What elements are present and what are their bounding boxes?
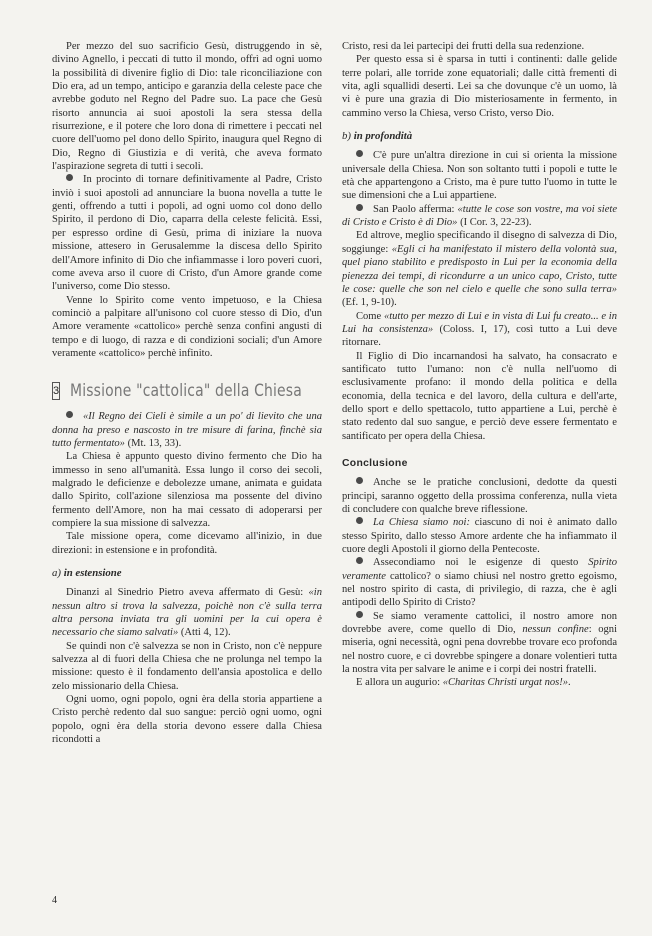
- bullet-icon: [66, 411, 73, 418]
- paragraph: Assecondiamo noi le esigenze di questo Spirito veramente cattolico? o siamo chiusi nel nostro gretto egoismo, nel nostro spirito di casta, di privilegio, di razza, che è agli antipodi dello Spirito di Cristo?: [342, 557, 617, 609]
- paragraph: Il Figlio di Dio incarnandosi ha salvato, ha consacrato e santificato tutto l'umano: non c'è nulla nell'uomo di esclusivamente profano: il mondo della politica e della economia, della tecnica e del lavoro, della cultura e dell'arte, dello sport e dello spettacolo, tutto appartiene a Lui, perchè è stato redento dal suo sangue, e perciò deve essere fermentato e santificato per opera della Chiesa.: [342, 350, 617, 442]
- section-number: 3: [52, 382, 60, 400]
- paragraph: Cristo, resi da lei partecipi dei frutti della sua redenzione.: [342, 41, 585, 52]
- paragraph: Come «tutto per mezzo di Lui e in vista di Lui fu creato... e in Lui ha consistenza» (Coloss. I, 17), così tutto a Lui deve ritornare.: [342, 310, 618, 349]
- paragraph: In procinto di tornare definitivamente al Padre, Cristo inviò i suoi apostoli ad annunciare la buona novella a tutte le genti, offrendo a tutti i popoli, ad ogni uomo col dono dello Spirito, il perdono di Dio, caparra della celeste felicità. Essi, per espresso ordine di Gesù, prima di iniziare la nuova missione, attesero in Gerusalemme la discesa dello Spirito dell'Amore infinito di Dio che infiammasse i loro poveri cuori, come aveva arso il cuore di Cristo, d'un Amore grande come l'universo, come Dio stesso.: [52, 174, 322, 293]
- paragraph: Tale missione opera, come dicevamo all'inizio, in due direzioni: in estensione e in profondità.: [52, 531, 322, 556]
- paragraph: E allora un augurio: «Charitas Christi urgat nos!».: [356, 677, 571, 689]
- paragraph: C'è pure un'altra direzione in cui si orienta la missione universale della Chiesa. Non son soltanto tutti i popoli e tutte le età che appartengono a Cristo, ma è pure tutto l'uomo in tutte le sue dimensioni che a Lui appartiene.: [342, 150, 617, 202]
- subheading-b: b) in profondità: [342, 130, 413, 143]
- paragraph: La Chiesa è appunto questo divino fermento che Dio ha immesso in seno all'umanità. Essa lungo il corso dei secoli, malgrado le deficienze e debolezze umane, animata e guidata dallo Spirito, coll'azione silenziosa ma possente del divino fermento dell'Amore, non ha mai cessato di adoperarsi per compiere la sua missione di salvezza.: [52, 451, 322, 529]
- scripture-quote: «Il Regno dei Cieli è simile a un po' di lievito che una donna ha preso e nascosto in tre misure di farina, finchè sia tutto fermentato» (Mt. 13, 33).: [52, 411, 322, 449]
- bullet-icon: [66, 174, 73, 181]
- bullet-icon: [356, 557, 363, 564]
- section-heading: [52, 382, 322, 400]
- paragraph: Venne lo Spirito come vento impetuoso, e la Chiesa cominciò a palpitare all'unisono col cuore stesso di Dio, d'un Amore veramente «cattolico» perchè senza confini angusti di tempo e di luogo, di razza e di condizioni sociali; d'un Amore veramente «cattolico» perchè infinito.: [52, 294, 322, 359]
- paragraph: Dinanzi al Sinedrio Pietro aveva affermato di Gesù: «in nessun altro si trova la salvezza, poichè non c'è sulla terra altra persona inviata tra gli uomini per la cui opera è necessario che siamo salvati» (Atti 4, 12).: [52, 587, 322, 639]
- paragraph: Ogni uomo, ogni popolo, ogni èra della storia appartiene a Cristo perchè redento dal suo sangue: perciò ogni uomo, ogni popolo, ogni èra della storia devono essere dalla Chiesa ricondotti a: [52, 694, 322, 746]
- paragraph: San Paolo afferma: «tutte le cose son vostre, ma voi siete di Cristo e Cristo è di Dio» (I Cor. 3, 22-23).: [342, 203, 617, 229]
- left-column: [52, 40, 322, 747]
- paragraph: Ed altrove, meglio specificando il disegno di salvezza di Dio, soggiunge: «Egli ci ha manifestato il mistero della volontà sua, quel piano stabilito e predisposto in Lui per la economia della pienezza dei tempi, di ricondurre a un unico capo, Cristo, tutte le cose: quelle che son nel cielo e quelle che sono sulla terra» (Ef. 1, 9-10).: [342, 230, 617, 309]
- bullet-icon: [356, 204, 363, 211]
- paragraph: La Chiesa siamo noi: ciascuno di noi è animato dallo stesso Spirito, dallo stesso Amore ardente che ha infiammato il cuore degli Apostoli il giorno della Pentecoste.: [342, 517, 617, 556]
- bullet-icon: [356, 517, 363, 524]
- paragraph: Se siamo veramente cattolici, il nostro amore non dovrebbe avere, come quello di Dio, nessun confine: ogni miseria, ogni necessità, ogni pena dovrebbe trovare eco profonda nel nostro cuore, e ci dovrebbe spingere a donare volentieri tutta la nostra vita per salvare le anime e i corpi dei nostri fratelli.: [342, 610, 618, 676]
- bullet-icon: [356, 150, 363, 157]
- paragraph: Anche se le pratiche conclusioni, dedotte da questi principi, saranno oggetto della prossima conferenza, nulla vieta di concludere con qualche breve riflessione.: [342, 477, 617, 515]
- bullet-icon: [356, 611, 363, 618]
- paragraph: Per questo essa si è sparsa in tutti i continenti: dalle gelide terre polari, alle torride zone equatoriali; dalle città frementi di vita, agli squallidi deserti. Lei sa che dovunque c'è un uomo, là vi è pure una grazia di Dio misteriosamente in fermento, in cammino verso la Chiesa, verso Cristo, verso Dio.: [342, 54, 617, 119]
- right-column: [342, 40, 617, 690]
- paragraph: Per mezzo del suo sacrificio Gesù, distruggendo in sè, divino Agnello, i peccati di tutto il mondo, offrì ad ogni uomo la possibilità di divenire figlio di Dio: tale riconciliazione con Dio era, ad un tempo, anticipo e garanzia della celeste pace che avrebbe goduto nel Regno del Padre suo. La pace che Gesù risorto annuncia ai suoi apostoli la sera stessa della risurrezione, e il potere che loro dona di rimettere i peccati nel cuore dell'uomo pel dono dello Spirito, inaugura quel Regno di Dio, Regno di Giustizia e di verità, che aveva formato l'aspirazione segreta di tutti i secoli.: [52, 41, 322, 173]
- conclusion-heading: Conclusione: [342, 457, 408, 469]
- subheading-a: a) in estensione: [52, 567, 122, 580]
- paragraph: Se quindi non c'è salvezza se non in Cristo, non c'è neppure salvezza al di fuori della Chiesa che ne prolunga nel tempo la missione: questo è il fondamento dell'ansia apostolica e dello zelo missionario della Chiesa.: [52, 640, 322, 692]
- section-title: Missione "cattolica" della Chiesa: [70, 380, 303, 401]
- page-number: 4: [52, 895, 57, 906]
- bullet-icon: [356, 477, 363, 484]
